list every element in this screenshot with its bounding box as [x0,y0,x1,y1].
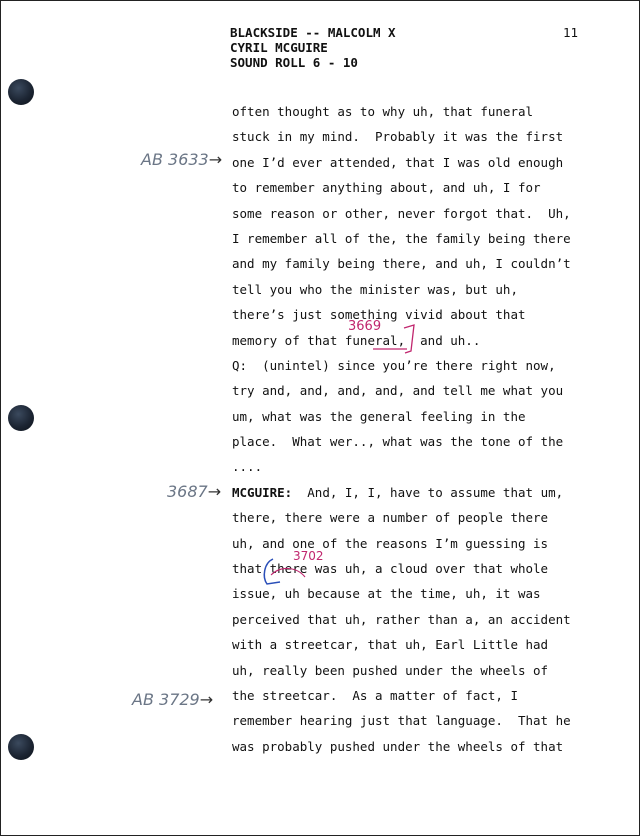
transcript-line: stuck in my mind. Probably it was the first [232,129,564,145]
timecode-annotation [167,482,221,501]
header-project: BLACKSIDE -- MALCOLM X [230,25,396,40]
transcript-line: the streetcar. As a matter of fact, I [232,687,518,703]
transcript-line: .... [232,459,263,475]
transcript-line: there, there were a number of people there [232,510,549,526]
transcript-line: often thought as to why uh, that funeral [232,104,534,119]
document-header [230,25,396,70]
timecode-label: 3687 [167,482,208,501]
timecode-label: AB 3633 [141,150,209,169]
transcript-line: issue, uh because at the time, uh, it was [232,586,541,602]
transcript-line: I remember all of the, the family being there [232,230,571,246]
speaker-label: MCGUIRE: [232,484,293,500]
transcript-line: um, what was the general feeling in the [232,408,526,424]
arrow-icon: → [208,150,223,169]
header-interviewee: CYRIL MCGUIRE [230,40,328,55]
pen-timecode: 3669 [348,319,382,334]
arrow-icon: → [207,482,222,501]
transcript-line: was probably pushed under the wheels of that [232,738,564,754]
transcript-line: one I’d ever attended, that I was old enough [232,154,564,170]
binder-hole-bottom [8,734,34,760]
transcript-line: and my family being there, and uh, I couldn’t [232,256,571,272]
speaker-line [232,480,632,505]
transcript-line: to remember anything about, and uh, I for [232,180,541,196]
pen-timecode: 3702 [293,549,324,563]
transcript-line: place. What wer.., what was the tone of the [232,434,564,450]
page-number: 11 [563,25,579,40]
transcript-body [232,99,632,759]
transcript-line: memory of that funeral, and uh.. [232,332,481,348]
transcript-line: remember hearing just that language. That he [232,713,571,729]
transcript-line: uh, and one of the reasons I’m guessing is [232,535,549,551]
timecode-annotation [132,690,213,709]
speaker-text: And, I, I, have to assume that um, [292,484,564,500]
transcript-line: that there was uh, a cloud over that whole [232,561,549,577]
timecode-annotation [141,150,222,169]
transcript-line: there’s just something vivid about that [232,307,526,323]
header-sound-roll: SOUND ROLL 6 - 10 [230,55,358,70]
transcript-line: tell you who the minister was, but uh, [232,281,518,297]
arrow-icon: → [199,690,214,709]
transcript-line: some reason or other, never forgot that. Uh, [232,205,571,221]
timecode-label: AB 3729 [132,690,200,709]
transcript-line: with a streetcar, that uh, Earl Little had [232,637,549,653]
transcript-line: try and, and, and, and, and tell me what you [232,383,564,399]
transcript-line: uh, really been pushed under the wheels of [232,662,549,678]
question-line: Q: (unintel) since you’re there right now, [232,357,556,373]
transcript-line: perceived that uh, rather than a, an accident [232,611,571,627]
binder-hole-top [8,79,34,105]
binder-hole-middle [8,405,34,431]
